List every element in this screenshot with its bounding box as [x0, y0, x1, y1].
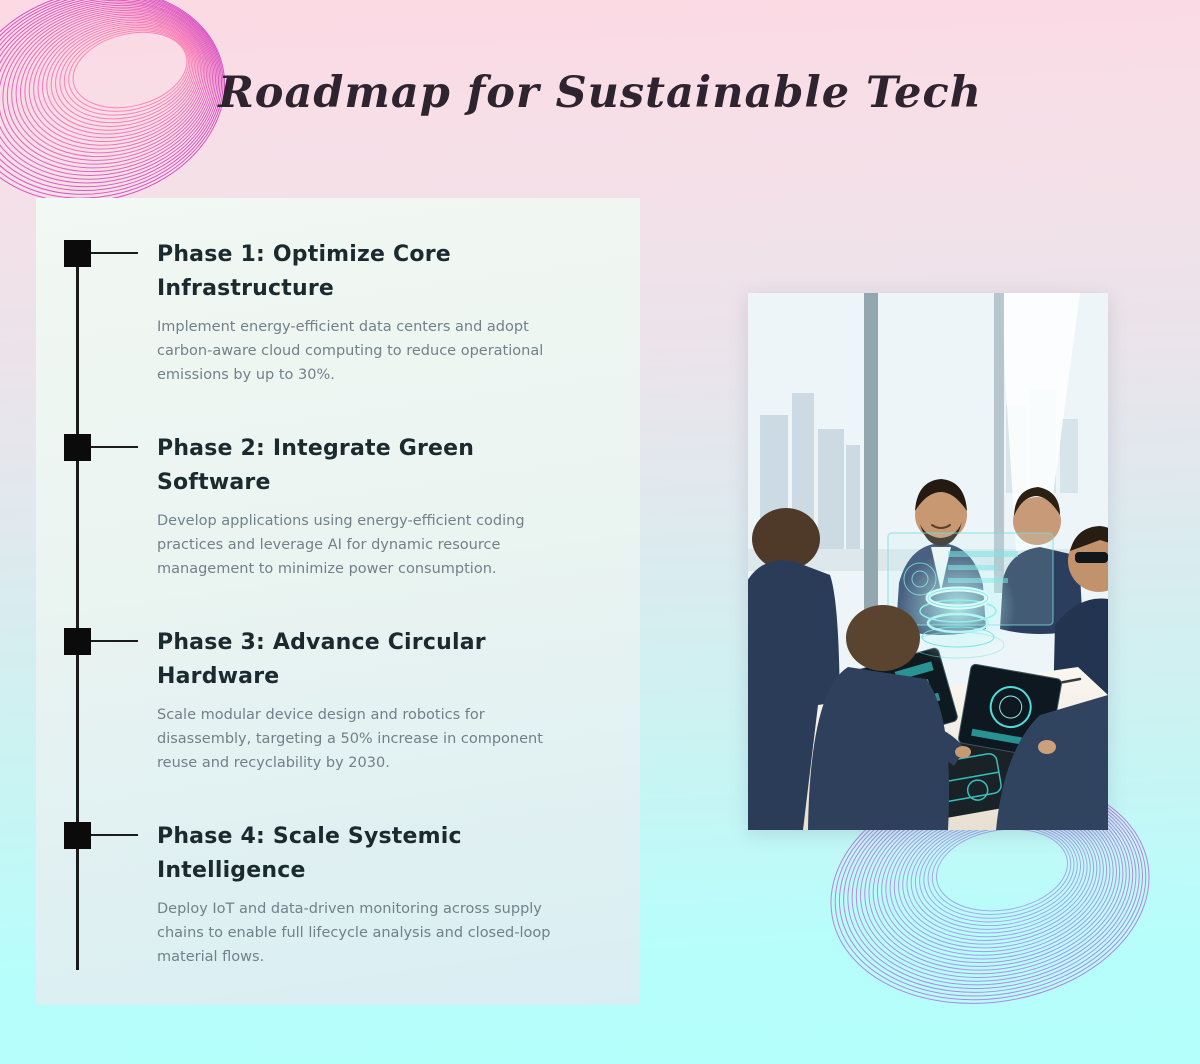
- meeting-photo-illustration: [748, 293, 1108, 830]
- phase-title: Phase 3: Advance Circular Hardware: [157, 630, 486, 689]
- phase-item: [157, 432, 577, 581]
- phase-4-connector: [91, 834, 138, 836]
- timeline-line: [76, 253, 79, 970]
- page-title: Roadmap for Sustainable Tech: [218, 68, 982, 118]
- phase-1-connector: [91, 252, 138, 254]
- phase-1-marker: [64, 240, 91, 267]
- phase-title: Phase 2: Integrate Green Software: [157, 436, 475, 495]
- phase-title: Phase 4: Scale Systemic Intelligence: [157, 824, 462, 883]
- phase-3-connector: [91, 640, 138, 642]
- phase-item: [157, 238, 577, 387]
- phase-description: Deploy IoT and data-driven monitoring across supply chains to enable full lifecycle analysis and closed-loop material flows.: [157, 901, 551, 965]
- phase-3-marker: [64, 628, 91, 655]
- meeting-photo: [748, 293, 1108, 830]
- phase-4-marker: [64, 822, 91, 849]
- phase-description: Implement energy-efficient data centers and adopt carbon-aware cloud computing to reduce operational emissions by up to 30%.: [157, 319, 544, 383]
- phase-item: [157, 820, 577, 969]
- phase-2-connector: [91, 446, 138, 448]
- phase-description: Develop applications using energy-efficient coding practices and leverage AI for dynamic resource management to minimize power consumption.: [157, 513, 525, 577]
- phase-2-marker: [64, 434, 91, 461]
- phase-description: Scale modular device design and robotics for disassembly, targeting a 50% increase in component reuse and recyclability by 2030.: [157, 707, 543, 771]
- phase-item: [157, 626, 577, 775]
- phase-title: Phase 1: Optimize Core Infrastructure: [157, 242, 451, 301]
